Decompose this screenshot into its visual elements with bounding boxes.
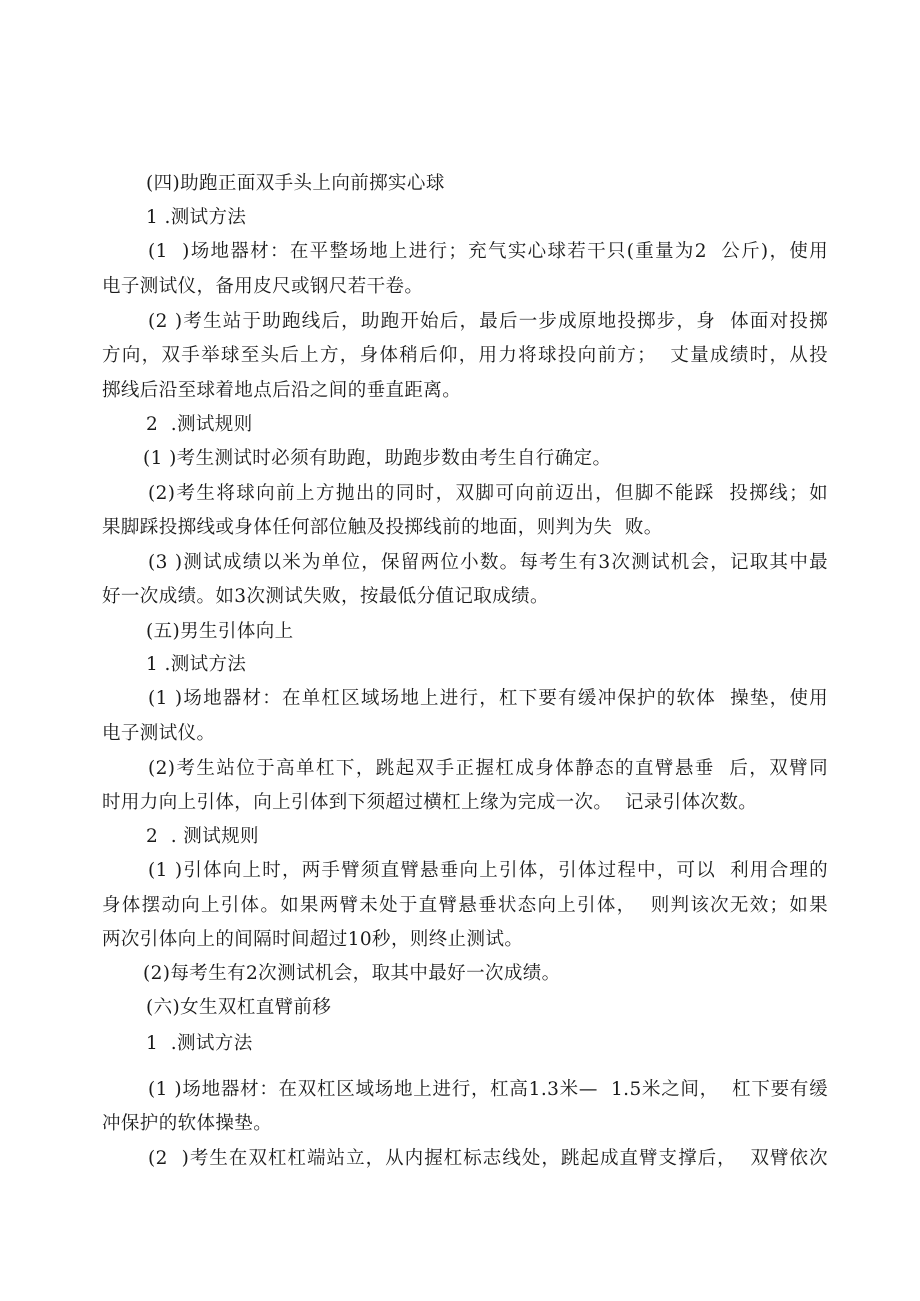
paragraph-line: (2 )考生站于助跑线后，助跑开始后，最后一步成原地投掷步，身 体面对投掷 (148, 311, 828, 332)
subheading-test-rules: 2 .测试规则 (146, 414, 253, 435)
paragraph-line: 掷线后沿至球着地点后沿之间的垂直距离。 (102, 380, 462, 401)
paragraph-line: 时用力向上引体，向上引体到下须超过横杠上缘为完成一次。 记录引体次数。 (102, 792, 758, 813)
paragraph-line: 方向，双手举球至头后上方，身体稍后仰，用力将球投向前方； 丈量成绩时，从投 (102, 345, 828, 366)
paragraph-line: 电子测试仪，备用皮尺或钢尺若干卷。 (102, 276, 424, 297)
paragraph-line: (2 )考生在双杠杠端站立，从内握杠标志线处，跳起成直臂支撑后， 双臂依次 (148, 1148, 828, 1169)
paragraph-line: (1 )引体向上时，两手臂须直臂悬垂向上引体，引体过程中，可以 利用合理的 (148, 860, 828, 881)
paragraph-line: (2)每考生有2次测试机会，取其中最好一次成绩。 (143, 963, 561, 984)
paragraph-line: 果脚踩投掷线或身体任何部位触及投掷线前的地面，则判为失 败。 (102, 517, 663, 538)
section-heading-4: (四)助跑正面双手头上向前掷实心球 (146, 173, 445, 194)
paragraph-line: (2)考生将球向前上方抛出的同时，双脚可向前迈出，但脚不能踩 投掷线；如 (148, 483, 828, 504)
paragraph-line: 电子测试仪。 (102, 723, 216, 744)
paragraph-line: 身体摆动向上引体。如果两臂未处于直臂悬垂状态向上引体， 则判该次无效；如果 (102, 895, 828, 916)
section-heading-6: (六)女生双杠直臂前移 (146, 997, 332, 1018)
paragraph-line: 好一次成绩。如3次测试失败，按最低分值记取成绩。 (102, 586, 549, 607)
paragraph-line: (1 )场地器材：在平整场地上进行；充气实心球若干只(重量为2 公斤)，使用 (148, 241, 828, 262)
paragraph-line: (3 )测试成绩以米为单位，保留两位小数。每考生有3次测试机会，记取其中最 (148, 552, 828, 573)
section-heading-5: (五)男生引体向上 (146, 621, 294, 642)
subheading-test-method: 1 .测试方法 (146, 654, 247, 675)
paragraph-line: (1 )场地器材：在单杠区域场地上进行，杠下要有缓冲保护的软体 操垫，使用 (148, 688, 828, 709)
paragraph-line: 两次引体向上的间隔时间超过10秒，则终止测试。 (102, 929, 524, 950)
paragraph-line: (2)考生站位于高单杠下，跳起双手正握杠成身体静态的直臂悬垂 后，双臂同 (148, 758, 828, 779)
subheading-test-rules: 2 . 测试规则 (146, 826, 259, 847)
subheading-test-method: 1 .测试方法 (146, 1033, 253, 1054)
subheading-test-method: 1 .测试方法 (146, 207, 247, 228)
paragraph-line: 冲保护的软体操垫。 (102, 1113, 273, 1134)
paragraph-line: (1 )考生测试时必须有助跑，助跑步数由考生自行确定。 (143, 448, 612, 469)
paragraph-line: (1 )场地器材：在双杠区域场地上进行，杠高1.3米— 1.5米之间， 杠下要有缓 (148, 1079, 828, 1100)
